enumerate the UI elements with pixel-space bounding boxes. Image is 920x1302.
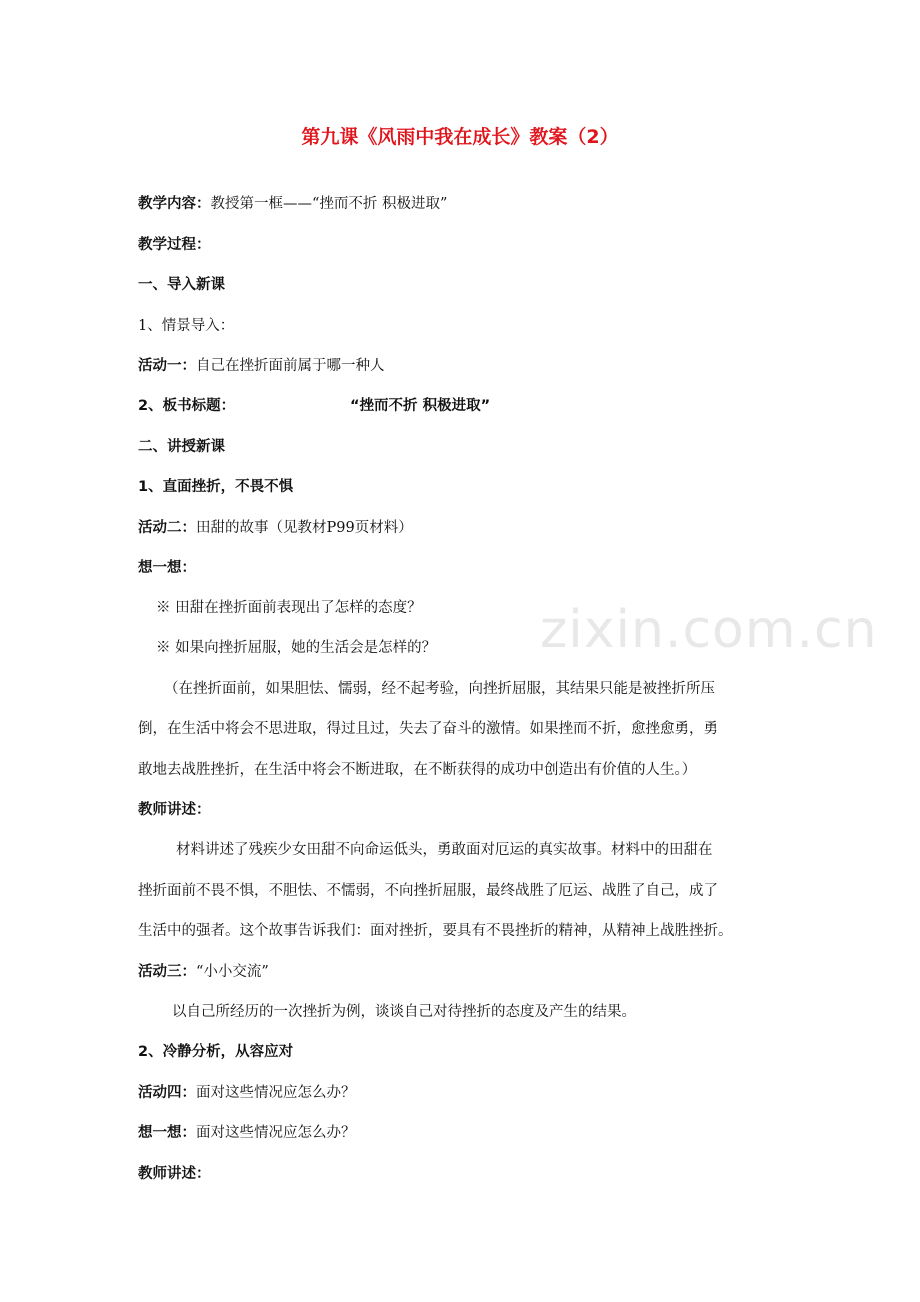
answer-line-1: （在挫折面前，如果胆怯、懦弱，经不起考验，向挫折屈服，其结果只能是被挫折所压 xyxy=(164,681,715,697)
teaching-content-line xyxy=(138,194,447,214)
activity-2-line xyxy=(138,518,413,538)
subheading-2: 2、冷静分析，从容应对 xyxy=(138,1044,294,1060)
text: “小小交流” xyxy=(196,964,269,980)
teaching-process-heading: 教学过程： xyxy=(138,237,211,253)
label: 教学内容： xyxy=(138,196,211,212)
activity-3-description: 以自己所经历的一次挫折为例，谈谈自己对待挫折的态度及产生的结果。 xyxy=(172,1004,636,1020)
label: 想一想： xyxy=(138,1125,196,1141)
narration-line-2: 挫折面前不畏不惧，不胆怯、不懦弱，不向挫折屈服，最终战胜了厄运、战胜了自己，成了 xyxy=(138,883,718,899)
section-heading-1: 一、导入新课 xyxy=(138,277,225,293)
think-line-2 xyxy=(138,1123,356,1143)
label: 活动一： xyxy=(138,358,196,374)
answer-line-2: 倒，在生活中将会不思进取，得过且过，失去了奋斗的激情。如果挫而不折，愈挫愈勇，勇 xyxy=(138,721,718,737)
label: 活动三： xyxy=(138,964,196,980)
question-2: ※ 如果向挫折屈服，她的生活会是怎样的？ xyxy=(156,640,437,656)
subheading-1: 1、直面挫折，不畏不惧 xyxy=(138,479,294,495)
text: 田甜的故事（见教材P99页材料） xyxy=(196,520,413,536)
text: 教授第一框——“挫而不折 积极进取” xyxy=(210,196,448,212)
teacher-narration-heading: 教师讲述： xyxy=(138,802,211,818)
question-1: ※ 田甜在挫折面前表现出了怎样的态度？ xyxy=(156,600,422,616)
label: 活动二： xyxy=(138,520,196,536)
text: 面对这些情况应怎么办？ xyxy=(196,1125,356,1141)
board-title-line xyxy=(138,396,491,416)
narration-line-3: 生活中的强者。这个故事告诉我们：面对挫折，要具有不畏挫折的精神，从精神上战胜挫折。 xyxy=(138,923,733,939)
text: 面对这些情况应怎么办？ xyxy=(196,1085,356,1101)
watermark: zixin.com.cn xyxy=(540,600,878,660)
activity-3-line xyxy=(138,962,269,982)
narration-line-1: 材料讲述了残疾少女田甜不向命运低头，勇敢面对厄运的真实故事。材料中的田甜在 xyxy=(176,842,713,858)
document-title: 第九课《风雨中我在成长》教案（2） xyxy=(301,126,619,148)
teacher-narration-heading-2: 教师讲述： xyxy=(138,1166,211,1182)
board-title: “挫而不折 积极进取” xyxy=(350,398,491,414)
text: 自己在挫折面前属于哪一种人 xyxy=(196,358,385,374)
answer-line-3: 敢地去战胜挫折，在生活中将会不断进取，在不断获得的成功中创造出有价值的人生。） xyxy=(138,762,697,778)
label: 活动四： xyxy=(138,1085,196,1101)
activity-4-line xyxy=(138,1083,356,1103)
activity-1-line xyxy=(138,356,385,376)
section-heading-2: 二、讲授新课 xyxy=(138,439,225,455)
label: 2、板书标题： xyxy=(138,398,236,414)
scene-intro-line: 1、情景导入： xyxy=(138,318,235,334)
think-heading: 想一想： xyxy=(138,560,196,576)
